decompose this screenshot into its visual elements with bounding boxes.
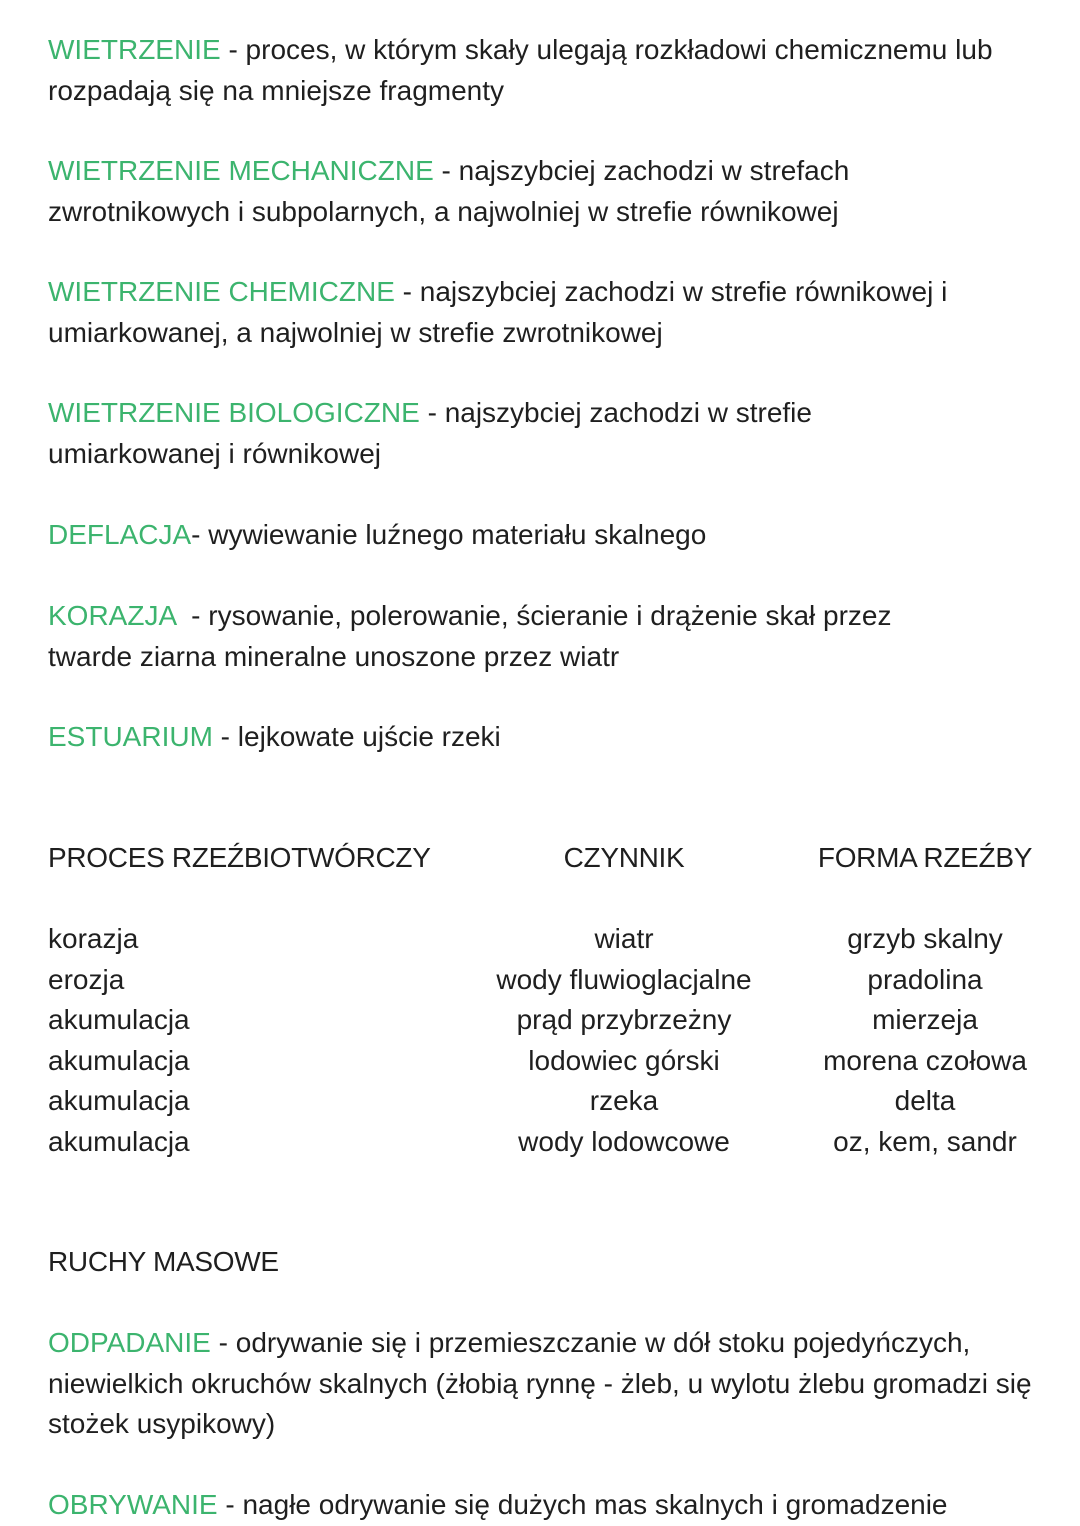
table-header-factor: CZYNNIK [563, 842, 685, 873]
definition-estuarium [48, 717, 1038, 758]
table-cell: grzyb skalny [847, 923, 1003, 954]
term: ESTUARIUM [48, 721, 213, 752]
table-cell: prąd przybrzeżny [516, 1004, 732, 1035]
definition-wietrzenie-mechaniczne [48, 151, 1038, 232]
term: OBRYWANIE [48, 1489, 218, 1520]
table-cell: wody fluwioglacjalne [496, 963, 752, 995]
definition-wietrzenie-biologiczne [48, 393, 868, 474]
definition-text: - najszybciej zachodzi w strefach zwrotnikowych i subpolarnych, a najwolniej w strefie równikowej [48, 155, 850, 227]
term: WIETRZENIE BIOLOGICZNE [48, 397, 420, 428]
table-cell: delta [894, 1085, 956, 1116]
term: ODPADANIE [48, 1327, 211, 1358]
table-cell: pradolina [867, 963, 983, 995]
table-column-landform [790, 919, 1060, 1162]
definition-text: - lejkowate ujście rzeki [212, 721, 501, 752]
table-column-factor [464, 919, 784, 1162]
definition-text: - proces, w którym skały ulegają rozkładowi chemicznemu lub rozpadają się na mniejsze fragmenty [48, 34, 993, 106]
section-heading-mass-movements: RUCHY MASOWE [48, 1246, 279, 1277]
definition-obrywanie [48, 1485, 1038, 1526]
table-cell: akumulacja [48, 1044, 190, 1076]
table-cell: wiatr [594, 923, 654, 954]
table-cell: morena czołowa [823, 1044, 1027, 1076]
table-cell: lodowiec górski [528, 1044, 720, 1076]
definition-deflacja [48, 515, 1038, 556]
definition-odpadanie [48, 1323, 1038, 1445]
table-header-landform: FORMA RZEŹBY [817, 842, 1033, 873]
definition-text: - nagłe odrywanie się dużych mas skalnych i gromadzenie [217, 1489, 948, 1520]
definition-wietrzenie-chemiczne [48, 272, 1038, 353]
table-cell: erozja [48, 963, 125, 995]
table-cell: akumulacja [48, 1125, 190, 1157]
table-column-process [48, 919, 190, 1162]
table-cell: wody lodowcowe [518, 1125, 730, 1157]
table-cell: akumulacja [48, 1004, 190, 1035]
table-cell: rzeka [589, 1085, 659, 1116]
definition-text: - rysowanie, polerowanie, ścieranie i drążenie skał przez twarde ziarna mineralne unoszone przez wiatr [48, 600, 900, 672]
definition-text: - wywiewanie luźnego materiału skalnego [191, 519, 707, 550]
term: WIETRZENIE CHEMICZNE [48, 276, 395, 307]
definition-text: - odrywanie się i przemieszczanie w dół stoku pojedyńczych, niewielkich okruchów skalnych (żłobią rynnę - żleb, u wylotu żlebu gromadzi się stożek usypikowy) [48, 1327, 1032, 1439]
term: WIETRZENIE [48, 34, 221, 65]
term: KORAZJA [48, 600, 176, 631]
definition-text: - najszybciej zachodzi w strefie równikowej i umiarkowanej, a najwolniej w strefie zwrotnikowej [48, 276, 948, 348]
term: DEFLACJA [48, 519, 192, 550]
table-header-process: PROCES RZEŹBIOTWÓRCZY [48, 842, 431, 873]
definition-text: - najszybciej zachodzi w strefie umiarkowanej i równikowej [48, 397, 812, 469]
table-cell: akumulacja [48, 1085, 190, 1116]
table-cell: mierzeja [872, 1004, 978, 1035]
table-cell: korazja [48, 923, 139, 954]
definition-wietrzenie [48, 30, 1038, 111]
definition-korazja [48, 596, 948, 677]
table-cell: oz, kem, sandr [833, 1125, 1017, 1157]
term: WIETRZENIE MECHANICZNE [48, 155, 434, 186]
